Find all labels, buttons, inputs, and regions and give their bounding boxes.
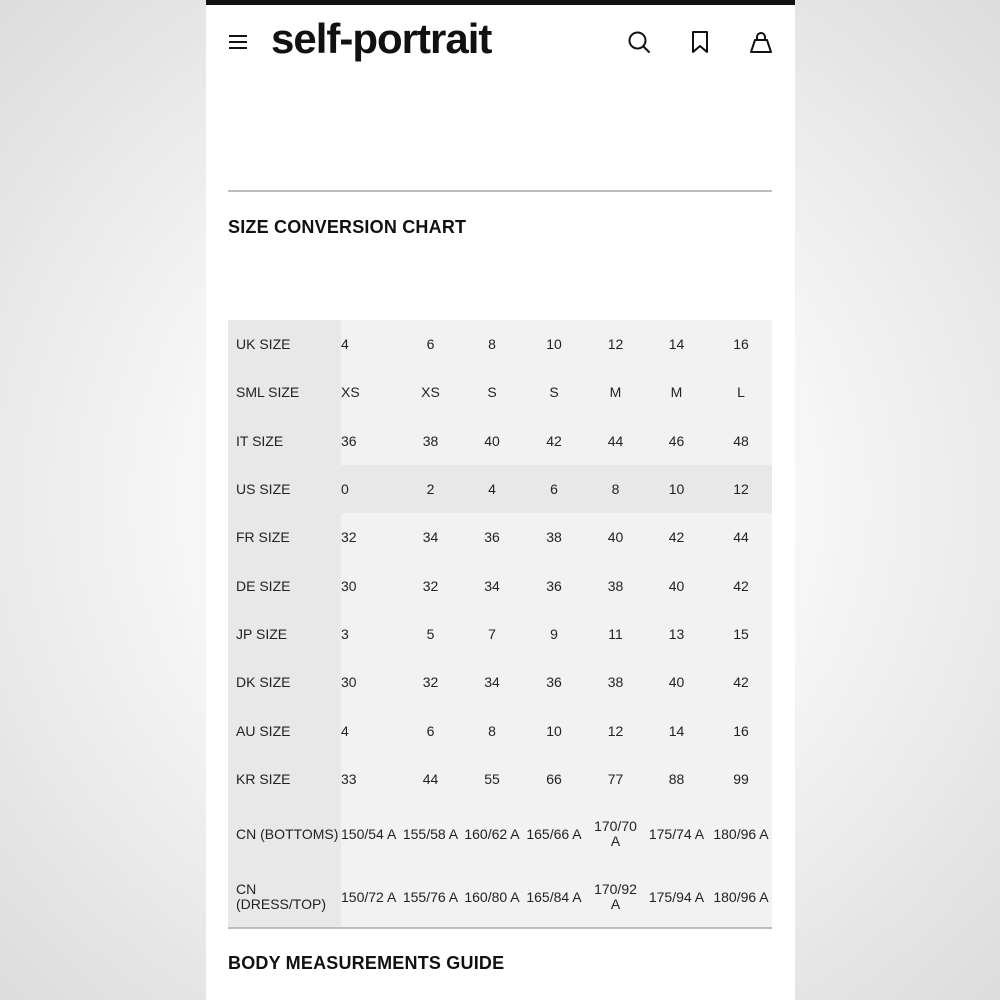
table-cell: 46	[668, 432, 685, 449]
bag-icon[interactable]	[749, 30, 773, 54]
table-cell: 48	[733, 432, 749, 449]
table-cell: 7	[488, 625, 496, 642]
table-cell: S	[487, 384, 497, 401]
table-cell: 42	[668, 529, 685, 546]
row-label: KR SIZE	[228, 755, 341, 803]
table-cell: 6	[426, 336, 435, 353]
table-cell: 6	[426, 722, 435, 739]
table-cell: 170/92 A	[594, 881, 637, 913]
table-cell: 8	[488, 722, 496, 739]
table-cell: M	[609, 384, 622, 401]
size-table-body	[228, 320, 772, 929]
table-cell: 2	[397, 465, 464, 513]
row-label: UK SIZE	[228, 320, 341, 368]
row-label: CN (BOTTOMS)	[228, 803, 341, 866]
table-row	[228, 803, 772, 866]
table-cell: 165/84 A	[526, 888, 582, 905]
size-chart-title: SIZE CONVERSION CHART	[228, 217, 467, 237]
table-cell: 10	[643, 465, 710, 513]
row-label: DK SIZE	[228, 658, 341, 706]
menu-icon[interactable]	[229, 34, 247, 50]
bookmark-icon[interactable]	[689, 30, 713, 54]
table-row	[228, 706, 772, 754]
table-cell: 33	[341, 770, 357, 787]
table-cell: 32	[422, 577, 439, 594]
table-cell: 180/96 A	[713, 888, 769, 905]
row-label: JP SIZE	[228, 610, 341, 658]
table-cell: 175/74 A	[648, 825, 705, 842]
table-cell: 44	[422, 770, 439, 787]
table-cell: 5	[426, 625, 435, 642]
table-cell: 42	[733, 674, 749, 691]
table-cell: 12	[607, 722, 624, 739]
table-cell: 16	[733, 722, 749, 739]
table-row	[228, 561, 772, 609]
table-cell: 170/70 A	[594, 818, 637, 850]
table-cell: 36	[546, 577, 562, 594]
table-cell: 9	[550, 625, 558, 642]
table-cell: 165/66 A	[526, 825, 582, 842]
table-cell: 34	[484, 577, 500, 594]
table-cell: 38	[422, 432, 439, 449]
row-label: IT SIZE	[228, 417, 341, 465]
table-row	[228, 513, 772, 561]
row-label: SML SIZE	[228, 368, 341, 416]
section-divider-top	[228, 190, 772, 192]
table-cell: 30	[341, 577, 357, 594]
table-cell: 150/54 A	[341, 825, 397, 842]
table-row	[228, 610, 772, 658]
search-icon[interactable]	[627, 30, 651, 54]
table-cell: 3	[341, 625, 349, 642]
table-cell: 4	[341, 722, 349, 739]
table-cell: 6	[520, 465, 588, 513]
table-cell: 0	[341, 465, 397, 513]
table-cell: 77	[607, 770, 624, 787]
table-cell: 13	[668, 625, 685, 642]
row-label: CN (DRESS/TOP)	[228, 866, 341, 929]
table-cell: 175/94 A	[648, 888, 705, 905]
table-cell: 12	[710, 465, 772, 513]
table-cell: 42	[546, 432, 562, 449]
table-cell: 55	[484, 770, 500, 787]
table-cell: 14	[668, 336, 685, 353]
table-cell: 38	[607, 674, 624, 691]
table-cell: 160/62 A	[464, 825, 520, 842]
table-cell: 32	[422, 674, 439, 691]
table-cell: 4	[341, 336, 349, 353]
table-cell: 4	[464, 465, 520, 513]
table-cell: 42	[733, 577, 749, 594]
logo[interactable]: self-portrait	[271, 15, 492, 62]
table-cell: 36	[546, 674, 562, 691]
table-cell: 40	[668, 674, 685, 691]
size-conversion-table	[228, 320, 772, 929]
section-divider-bottom	[228, 927, 772, 929]
table-cell: 30	[341, 674, 357, 691]
table-cell: 10	[546, 336, 562, 353]
table-cell: 10	[546, 722, 562, 739]
table-cell: 38	[607, 577, 624, 594]
table-row	[228, 320, 772, 368]
table-cell: 16	[733, 336, 749, 353]
table-row	[228, 755, 772, 803]
row-label: US SIZE	[228, 465, 341, 513]
table-cell: 14	[668, 722, 685, 739]
table-row	[228, 417, 772, 465]
table-cell: 150/72 A	[341, 888, 397, 905]
row-label: FR SIZE	[228, 513, 341, 561]
table-cell: 88	[668, 770, 685, 787]
table-cell: 180/96 A	[713, 825, 769, 842]
table-cell: 11	[608, 625, 623, 642]
table-cell: 66	[546, 770, 562, 787]
table-cell: 44	[607, 432, 624, 449]
table-cell: 40	[484, 432, 500, 449]
table-cell: 8	[588, 465, 643, 513]
table-cell: S	[549, 384, 559, 401]
table-cell: 8	[488, 336, 496, 353]
table-row	[228, 465, 772, 513]
body-guide-title: BODY MEASUREMENTS GUIDE	[228, 953, 505, 973]
table-cell: 36	[341, 432, 357, 449]
table-cell: 34	[484, 674, 500, 691]
table-cell: XS	[421, 384, 440, 401]
top-bar	[206, 0, 795, 5]
table-cell: XS	[341, 384, 360, 401]
page	[206, 0, 795, 1000]
table-cell: 160/80 A	[464, 888, 520, 905]
table-row	[228, 368, 772, 416]
row-label: DE SIZE	[228, 561, 341, 609]
table-cell: 12	[607, 336, 624, 353]
table-row	[228, 866, 772, 929]
row-label: AU SIZE	[228, 706, 341, 754]
table-cell: 40	[668, 577, 685, 594]
table-cell: 40	[607, 529, 624, 546]
table-cell: 38	[546, 529, 562, 546]
table-cell: 155/58 A	[402, 825, 459, 842]
table-cell: 32	[341, 529, 357, 546]
table-cell: 15	[733, 625, 749, 642]
table-cell: 44	[733, 529, 749, 546]
table-cell: L	[737, 384, 745, 401]
table-row	[228, 658, 772, 706]
table-cell: 34	[422, 529, 439, 546]
table-cell: 155/76 A	[402, 888, 459, 905]
table-cell: 36	[484, 529, 500, 546]
table-cell: 99	[733, 770, 749, 787]
table-cell: M	[670, 384, 683, 401]
